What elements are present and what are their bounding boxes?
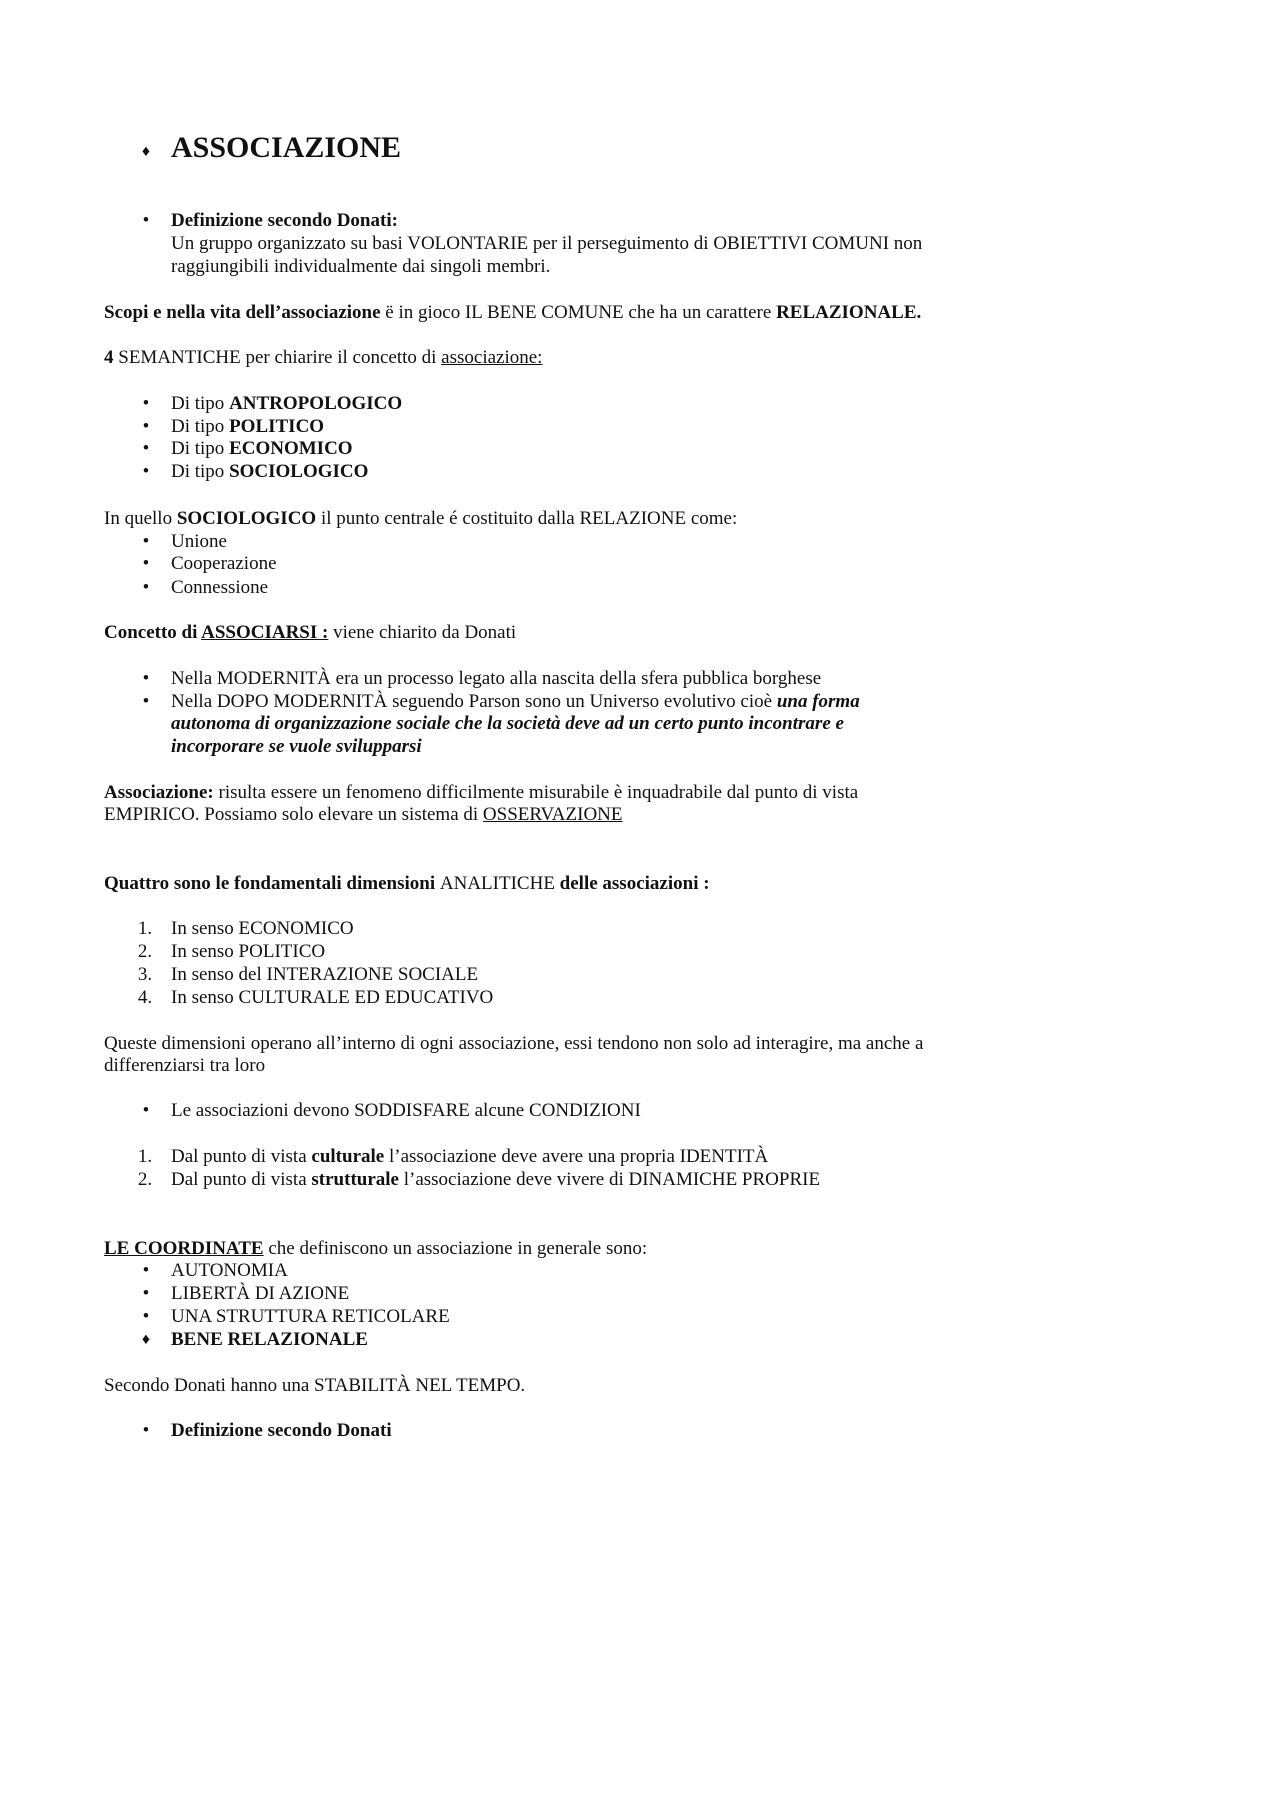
coordinate-paragraph: LE COORDINATE che definiscono un associazione in generale sono: — [104, 1238, 648, 1259]
associazione-paragraph: Associazione: risulta essere un fenomeno difficilmente misurabile è inquadrabile dal punto di vista — [104, 782, 859, 803]
bullet-icon: • — [142, 1306, 150, 1327]
scopi-paragraph: Scopi e nella vita dell’associazione ë in gioco IL BENE COMUNE che ha un carattere RELAZIONALE. — [104, 302, 922, 323]
list-item: BENE RELAZIONALE — [171, 1329, 368, 1350]
bullet-icon: • — [142, 438, 150, 459]
list-number: 2. — [137, 941, 153, 962]
list-number: 2. — [137, 1169, 153, 1190]
queste-paragraph: Queste dimensioni operano all’interno di ogni associazione, essi tendono non solo ad interagire, ma anche a — [104, 1033, 924, 1054]
bullet-icon: • — [142, 691, 150, 712]
bullet-icon: • — [142, 577, 150, 598]
list-item: Di tipo POLITICO — [171, 416, 325, 437]
list-number: 3. — [137, 964, 153, 985]
definition-line: Un gruppo organizzato su basi VOLONTARIE per il perseguimento di OBIETTIVI COMUNI non — [171, 233, 923, 254]
bullet-icon: • — [142, 553, 150, 574]
list-item: Nella DOPO MODERNITÀ seguendo Parson sono un Universo evolutivo cioè una forma — [171, 691, 860, 712]
bullet-icon: • — [142, 1100, 150, 1121]
list-number: 1. — [137, 918, 153, 939]
associarsi-paragraph: Concetto di ASSOCIARSI : viene chiarito da Donati — [104, 622, 517, 643]
numbered-item: In senso del INTERAZIONE SOCIALE — [171, 964, 479, 985]
bullet-icon: • — [142, 210, 150, 231]
list-item: LIBERTÀ DI AZIONE — [171, 1283, 350, 1304]
sociologico-paragraph: In quello SOCIOLOGICO il punto centrale é costituito dalla RELAZIONE come: — [104, 508, 738, 529]
list-item: Di tipo SOCIOLOGICO — [171, 461, 369, 482]
queste-paragraph-line: differenziarsi tra loro — [104, 1055, 266, 1076]
bullet-icon: • — [142, 1420, 150, 1441]
diamond-bullet-icon: ♦ — [141, 1331, 151, 1348]
numbered-item: In senso CULTURALE ED EDUCATIVO — [171, 987, 494, 1008]
list-item: Connessione — [171, 577, 269, 598]
numbered-item: In senso POLITICO — [171, 941, 326, 962]
numbered-item: In senso ECONOMICO — [171, 918, 354, 939]
bullet-icon: • — [142, 393, 150, 414]
diamond-bullet-icon: ♦ — [141, 143, 151, 160]
list-item: Di tipo ECONOMICO — [171, 438, 353, 459]
bullet-icon: • — [142, 531, 150, 552]
page-title: ASSOCIAZIONE — [171, 131, 402, 164]
bullet-icon: • — [142, 416, 150, 437]
bullet-icon: • — [142, 1283, 150, 1304]
list-item: AUTONOMIA — [171, 1260, 288, 1281]
bullet-icon: • — [142, 668, 150, 689]
definition-heading: Definizione secondo Donati — [171, 1420, 392, 1441]
definition-line: raggiungibili individualmente dai singoli membri. — [171, 256, 551, 277]
list-item: Nella MODERNITÀ era un processo legato alla nascita della sfera pubblica borghese — [171, 668, 822, 689]
stabilita-paragraph: Secondo Donati hanno una STABILITÀ NEL TEMPO. — [104, 1375, 526, 1396]
bullet-icon: • — [142, 461, 150, 482]
semantiche-paragraph: 4 SEMANTICHE per chiarire il concetto di associazione: — [104, 347, 543, 368]
list-item-continuation: autonoma di organizzazione sociale che la società deve ad un certo punto incontrare e — [171, 713, 844, 734]
list-item: Unione — [171, 531, 227, 552]
list-item: Cooperazione — [171, 553, 277, 574]
numbered-item: Dal punto di vista strutturale l’associazione deve vivere di DINAMICHE PROPRIE — [171, 1169, 821, 1190]
dimensioni-heading: Quattro sono le fondamentali dimensioni ANALITICHE delle associazioni : — [104, 873, 710, 894]
list-item: UNA STRUTTURA RETICOLARE — [171, 1306, 450, 1327]
associazione-paragraph-line: EMPIRICO. Possiamo solo elevare un sistema di OSSERVAZIONE — [104, 804, 623, 825]
list-item-continuation: incorporare se vuole svilupparsi — [171, 736, 422, 757]
list-item: Le associazioni devono SODDISFARE alcune CONDIZIONI — [171, 1100, 641, 1121]
definition-heading: Definizione secondo Donati: — [171, 210, 398, 231]
list-item: Di tipo ANTROPOLOGICO — [171, 393, 403, 414]
list-number: 4. — [137, 987, 153, 1008]
bullet-icon: • — [142, 1260, 150, 1281]
list-number: 1. — [137, 1146, 153, 1167]
numbered-item: Dal punto di vista culturale l’associazione deve avere una propria IDENTITÀ — [171, 1146, 769, 1167]
